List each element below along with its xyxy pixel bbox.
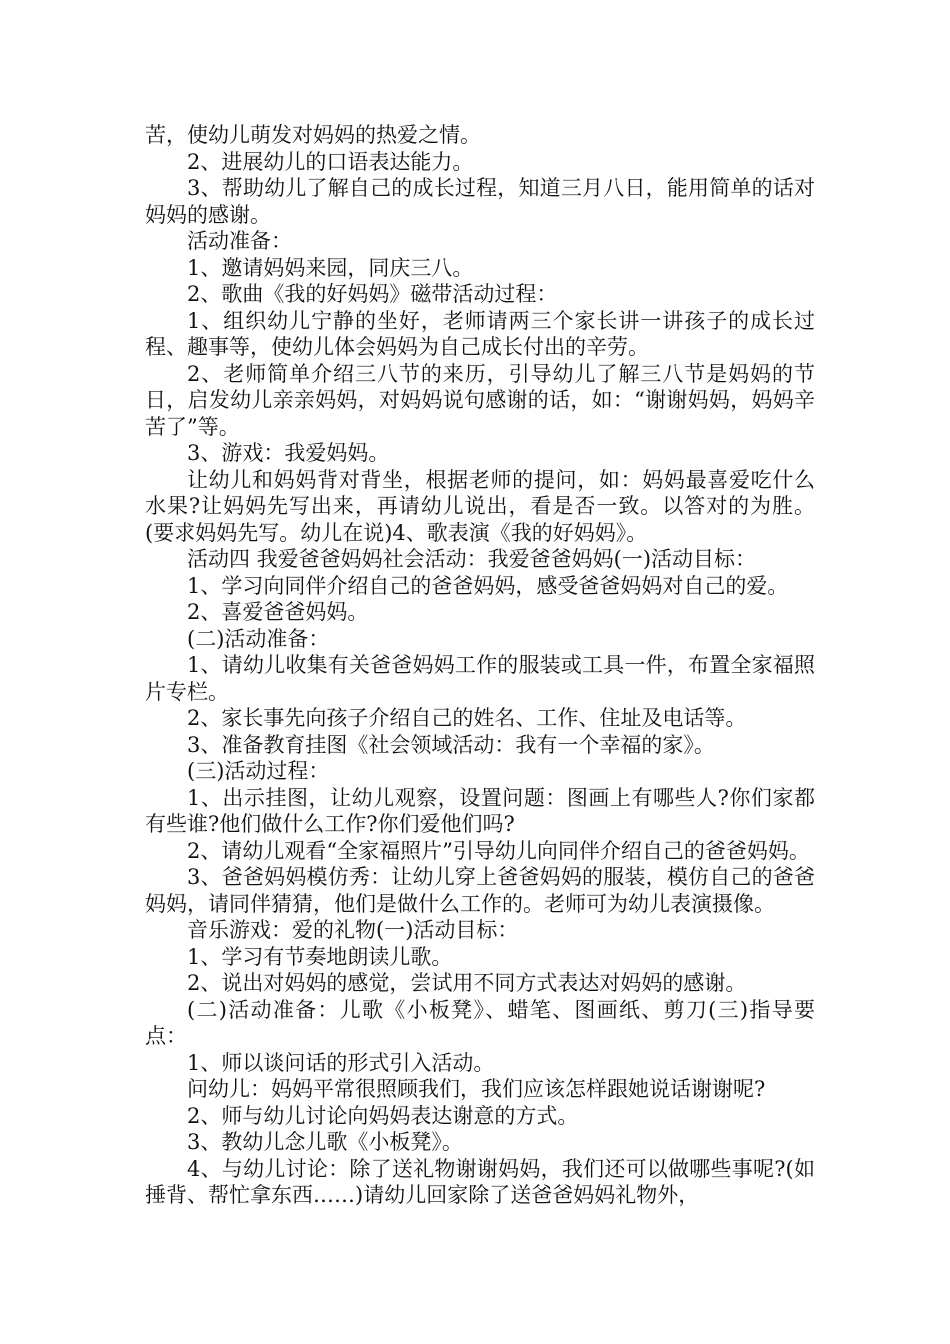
paragraph: 2、家长事先向孩子介绍自己的姓名、工作、住址及电话等。 (187, 706, 747, 730)
document-body (145, 122, 815, 1209)
paragraph: 让幼儿和妈妈背对背坐，根据老师的提问，如：妈妈最喜爱吃什么水果?让妈妈先写出来，再请幼儿说出，看是否一致。以答对的为胜。(要求妈妈先写。幼儿在说)4、歌表演《我的好妈妈》。 (145, 467, 815, 545)
paragraph: 1、组织幼儿宁静的坐好，老师请两三个家长讲一讲孩子的成长过程、趣事等，使幼儿体会妈妈为自己成长付出的辛劳。 (145, 308, 815, 359)
paragraph: 3、帮助幼儿了解自己的成长过程，知道三月八日，能用简单的话对妈妈的感谢。 (145, 176, 815, 227)
paragraph: 1、出示挂图，让幼儿观察，设置问题：图画上有哪些人?你们家都有些谁?他们做什么工作?你们爱他们吗? (145, 785, 815, 836)
paragraph: 4、与幼儿讨论：除了送礼物谢谢妈妈，我们还可以做哪些事呢?(如捶背、帮忙拿东西……)请幼儿回家除了送爸爸妈妈礼物外， (145, 1156, 815, 1207)
paragraph: (三)活动过程： (187, 759, 330, 783)
paragraph: 问幼儿：妈妈平常很照顾我们，我们应该怎样跟她说话谢谢呢? (187, 1077, 766, 1101)
paragraph: 2、说出对妈妈的感觉，尝试用不同方式表达对妈妈的感谢。 (187, 971, 747, 995)
paragraph: 2、喜爱爸爸妈妈。 (187, 600, 369, 624)
paragraph: 活动准备： (187, 229, 292, 253)
paragraph: 2、进展幼儿的口语表达能力。 (187, 149, 474, 174)
paragraph: 活动四 我爱爸爸妈妈社会活动：我爱爸爸妈妈(一)活动目标： (187, 547, 757, 571)
paragraph: 1、邀请妈妈来园，同庆三八。 (187, 255, 474, 280)
paragraph: 2、老师简单介绍三八节的来历，引导幼儿了解三八节是妈妈的节日，启发幼儿亲亲妈妈，对妈妈说句感谢的话，如：“谢谢妈妈，妈妈辛苦了”等。 (145, 361, 815, 439)
paragraph: 2、歌曲《我的好妈妈》磁带活动过程： (187, 282, 558, 306)
paragraph: (二)活动准备：儿歌《小板凳》、蜡笔、图画纸、剪刀(三)指导要点： (145, 997, 815, 1048)
paragraph: 3、准备教育挂图《社会领域活动：我有一个幸福的家》。 (187, 732, 715, 757)
paragraph: 1、请幼儿收集有关爸爸妈妈工作的服装或工具一件，布置全家福照片专栏。 (145, 653, 815, 704)
paragraph: 2、请幼儿观看“全家福照片”引导幼儿向同伴介绍自己的爸爸妈妈。 (187, 838, 810, 863)
paragraph: 音乐游戏：爱的礼物(一)活动目标： (187, 918, 519, 942)
paragraph: 1、学习向同伴介绍自己的爸爸妈妈，感受爸爸妈妈对自己的爱。 (187, 573, 789, 598)
paragraph: 1、师以谈问话的形式引入活动。 (187, 1050, 495, 1075)
paragraph: 1、学习有节奏地朗读儿歌。 (187, 944, 453, 969)
paragraph: 3、爸爸妈妈模仿秀：让幼儿穿上爸爸妈妈的服装，模仿自己的爸爸妈妈，请同伴猜猜，他们是做什么工作的。老师可为幼儿表演摄像。 (145, 865, 815, 916)
paragraph: 苦，使幼儿萌发对妈妈的热爱之情。 (145, 123, 481, 147)
paragraph: 2、师与幼儿讨论向妈妈表达谢意的方式。 (187, 1103, 579, 1128)
paragraph: 3、教幼儿念儿歌《小板凳》。 (187, 1130, 463, 1154)
paragraph: (二)活动准备： (187, 626, 330, 651)
paragraph: 3、游戏：我爱妈妈。 (187, 441, 390, 465)
